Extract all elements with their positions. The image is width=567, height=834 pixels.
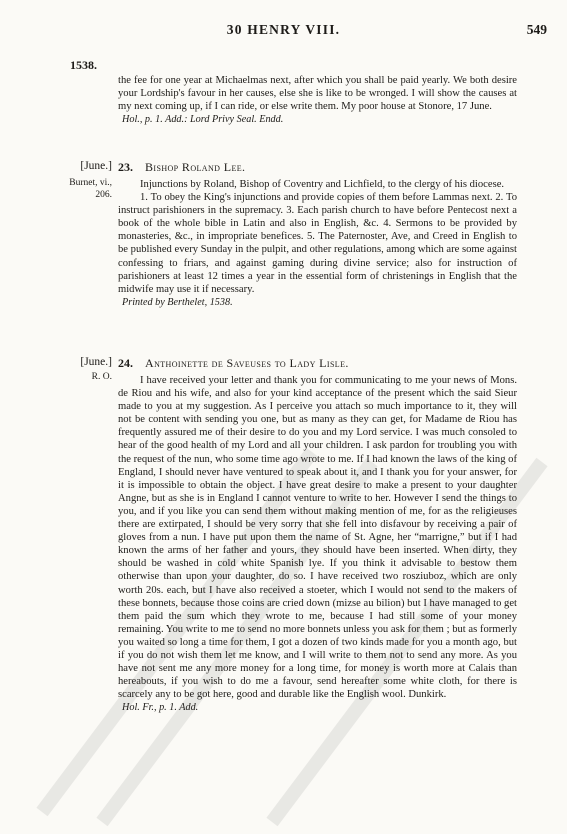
- entry-24-source: R. O.: [91, 372, 112, 382]
- entry-24-heading: [118, 356, 349, 371]
- entry-24-date: [June.]: [80, 356, 112, 368]
- entry-24-reference: Hol. Fr., p. 1. Add.: [122, 702, 199, 714]
- continuation-block: [118, 74, 517, 126]
- entry-24-block: [118, 374, 517, 714]
- entry-23-reference: Printed by Berthelet, 1538.: [122, 296, 233, 308]
- running-head-title: 30 HENRY VIII.: [226, 22, 341, 37]
- entry-23-heading: [118, 160, 245, 175]
- entry-24-body: I have received your letter and thank you for communicating to me your news of Mons. de Riou and his wife, and also for your kind acceptance of the present which the said Sieur made to you at my suggestion. As I perceive you attach so much importance to it, they will not be content with sending you one, but as many as they can get, for Madame de Riou has frequently assured me of their desire to do you and my Lord service. I was much consoled to hear of the good health of my Lord and all your children. I ask pardon for troubling you with the request of the nun, who some time ago wrote to me. If I had known the laws of the king of England, I should never have ventured to speak about it, and I thank you for your answer, for it is impossible to obtain the object. I have great desire to make a present to your daughter Angne, but as she is in England I cannot venture to write to her. However I send the things to you, and if you like you can send them without making mention of me, for as the religieuses there are extirpated, I should be very sorry that she fell into disfavour by receiving a pair of gloves from a nun. I have put upon them the name of St. Agne, her “marrigne,” but if I had known the arms of her father and yours, they should have been inserted. When dirty, they should be washed in cold white Spanish lye. If you think it advisable to bestow them otherwise than upon your daughter, do so. I have received two rosziuboz, which are only worth 20s. each, but I have also received a stoeter, which I would not send to the makers of these bonnets, because those coins are cried down (mizse au bilion) but I have managed to get them paid the sum which they wrote to me, because I had still some of your money remaining. You write to me to send no more bonnets unless you ask for them ; but as formerly you waited so long a time for them, I got a dozen of two kinds made for you a month ago, but if you do not wish them let me know, and I will write to them not to send any more. As you have not sent me any more money for a long time, for money is worth more at Calais than hereabouts, if you wish to do me a favour, send hereafter some white cloth, for there is scarcely any to be got here, good and durable like the English wool. Dunkirk.: [118, 375, 517, 701]
- year-marker: 1538.: [70, 58, 97, 72]
- entry-23-intro: Injunctions by Roland, Bishop of Coventry and Lichfield, to the clergy of his diocese.: [140, 179, 505, 190]
- entry-23-body: 1. To obey the King's injunctions and provide copies of them before Lammas next. 2. To instruct parishioners in the supremacy. 3. Each parish church to have before Pentecost next a book of the whole bible in Latin and also in English, &c. 4. Sermons to be provided by monasteries, &c., in impropriate benefices. 5. The Paternoster, Ave, and Creed in English to be published every Sunday in the pulpit, and other regulations, among which are some against confessing to friars, and against gaming during divine service; also for instruction of parishioners at least 12 times a year in the essential form of christenings in English that the midwife may use it if necessary.: [118, 192, 517, 295]
- entry-23-block: [118, 178, 517, 309]
- continuation-text: the fee for one year at Michaelmas next, after which you shall be paid yearly. We both desire your Lordship's favour in her causes, else she is like to be wronged. I will show the causes at my next coming up, if I can ride, or else write them. My poor house at Stonore, 17 June.: [118, 75, 517, 113]
- entry-23-date: [June.]: [80, 160, 112, 172]
- running-head: [0, 22, 567, 40]
- entry-23-title: Bishop Roland Lee.: [145, 160, 246, 174]
- page-number: 549: [526, 22, 547, 37]
- entry-24-number: 24.: [118, 356, 133, 370]
- entry-24-title: Anthoinette de Saveuses to Lady Lisle.: [145, 356, 349, 370]
- continuation-reference: Hol., p. 1. Add.: Lord Privy Seal. Endd.: [122, 114, 284, 126]
- entry-23-source: Burnet, vi., 206.: [69, 178, 112, 200]
- entry-23-number: 23.: [118, 160, 133, 174]
